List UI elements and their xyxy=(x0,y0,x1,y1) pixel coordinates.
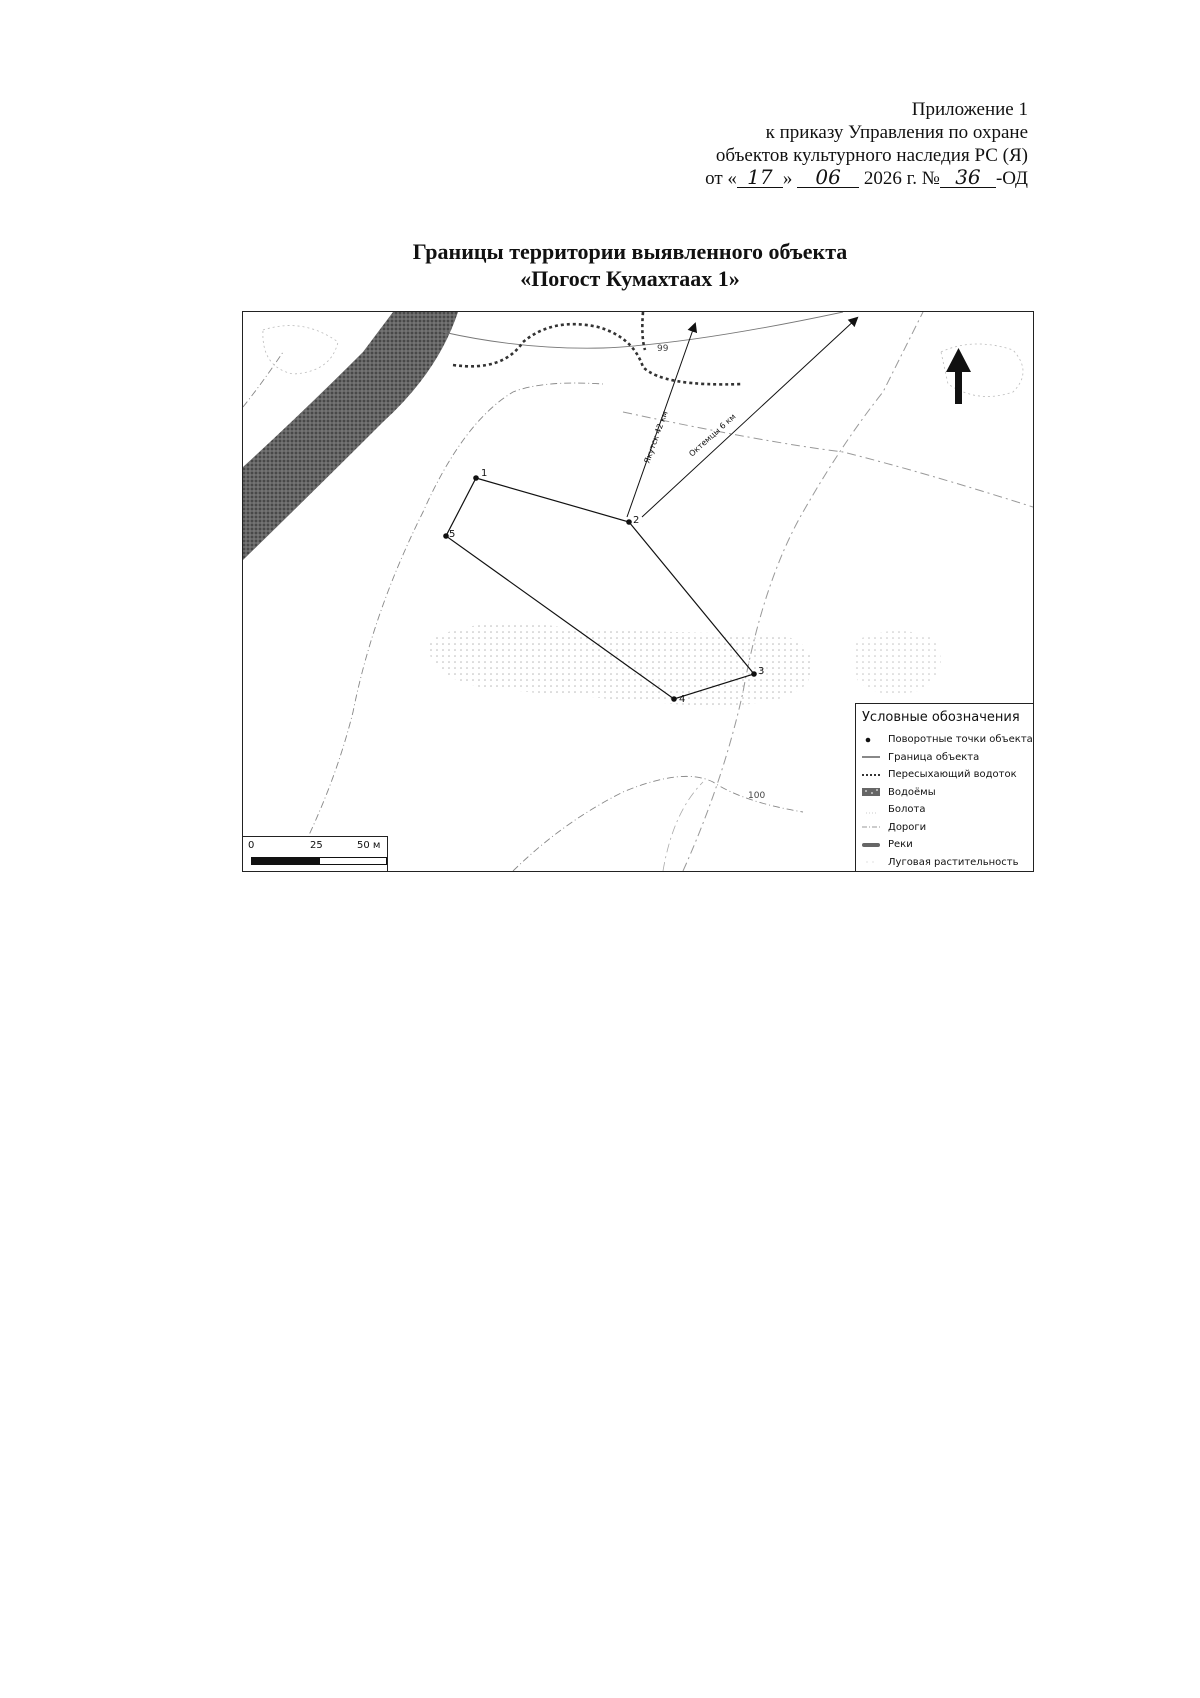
turning-point-1 xyxy=(473,475,479,481)
turning-point-label: 5 xyxy=(449,529,456,540)
scale-bar xyxy=(243,836,388,871)
date-month: 06 xyxy=(797,168,859,188)
legend-label: Водоёмы xyxy=(888,786,936,798)
order-date-line xyxy=(508,167,1028,190)
direction-label-oktemtsy: Октемцы 6 км xyxy=(687,411,738,459)
legend-item xyxy=(862,766,1033,784)
stream-icon xyxy=(862,770,884,780)
appendix-number: Приложение 1 xyxy=(911,99,1028,120)
river xyxy=(243,312,458,560)
turning-point-5 xyxy=(443,533,449,539)
order-number: 36 xyxy=(940,168,996,188)
water-body-icon xyxy=(862,787,884,797)
turning-point-2 xyxy=(626,519,632,525)
turning-point-icon xyxy=(862,735,884,745)
direction-arrow-oktemtsy xyxy=(642,318,857,517)
turning-point-label: 2 xyxy=(633,515,640,526)
date-mid: » xyxy=(782,168,793,189)
legend-item xyxy=(862,749,1033,767)
appendix-header xyxy=(508,98,1028,190)
scale-segment-black xyxy=(251,857,321,865)
legend-item xyxy=(862,784,1033,802)
direction-label-yakutsk: Якутск 42 км xyxy=(642,409,670,465)
map-title-line2: «Погост Кумахтаах 1» xyxy=(520,266,740,291)
north-arrow-icon xyxy=(946,348,971,404)
contour-label-100: 100 xyxy=(748,791,766,801)
department-name: объектов культурного наследия РС (Я) xyxy=(715,145,1028,166)
intermittent-stream-branch xyxy=(642,312,645,350)
legend-label: Реки xyxy=(888,839,913,851)
turning-point-3 xyxy=(751,671,757,677)
turning-point-label: 3 xyxy=(758,666,765,677)
meadow-icon xyxy=(862,857,884,867)
order-suffix: -ОД xyxy=(995,168,1028,189)
scale-label-50: 50 м xyxy=(357,840,381,851)
date-day: 17 xyxy=(737,168,783,188)
legend-item xyxy=(862,854,1033,872)
legend-item xyxy=(862,836,1033,854)
road xyxy=(663,782,703,871)
legend-label: Поворотные точки объекта xyxy=(888,734,1033,746)
legend-label: Пересыхающий водоток xyxy=(888,769,1017,781)
order-reference: к приказу Управления по охране xyxy=(765,122,1028,143)
boundary-line-icon xyxy=(862,752,884,762)
date-prefix: от « xyxy=(705,168,737,189)
contour-label-99: 99 xyxy=(657,344,669,354)
map-title xyxy=(340,238,920,292)
meadow-area xyxy=(428,623,811,705)
legend-label: Болота xyxy=(888,804,926,816)
road-icon xyxy=(862,822,884,832)
turning-point-label: 1 xyxy=(481,468,488,479)
swamp-icon xyxy=(862,805,884,815)
swamp-area-nw xyxy=(263,326,338,374)
legend-label: Дороги xyxy=(888,821,927,833)
turning-point-label: 4 xyxy=(679,694,686,705)
boundary-map xyxy=(242,311,1034,872)
scale-label-0: 0 xyxy=(248,840,255,851)
legend-label: Луговая растительность xyxy=(888,856,1019,868)
scale-label-25: 25 xyxy=(310,840,323,851)
turning-point-4 xyxy=(671,696,677,702)
date-year: 2026 г. № xyxy=(863,168,940,189)
meadow-area-east xyxy=(853,631,941,694)
contour-line xyxy=(243,352,283,407)
legend-item xyxy=(862,731,1033,749)
intermittent-stream xyxy=(453,324,743,384)
legend-label: Граница объекта xyxy=(888,751,980,763)
legend-title: Условные обозначения xyxy=(862,710,1020,725)
road xyxy=(623,409,1033,507)
river-icon xyxy=(862,840,884,850)
legend-item xyxy=(862,819,1033,837)
legend-item xyxy=(862,801,1033,819)
scale-segment-white xyxy=(319,857,387,865)
map-title-line1: Границы территории выявленного объекта xyxy=(412,239,848,264)
map-legend xyxy=(855,703,1033,871)
